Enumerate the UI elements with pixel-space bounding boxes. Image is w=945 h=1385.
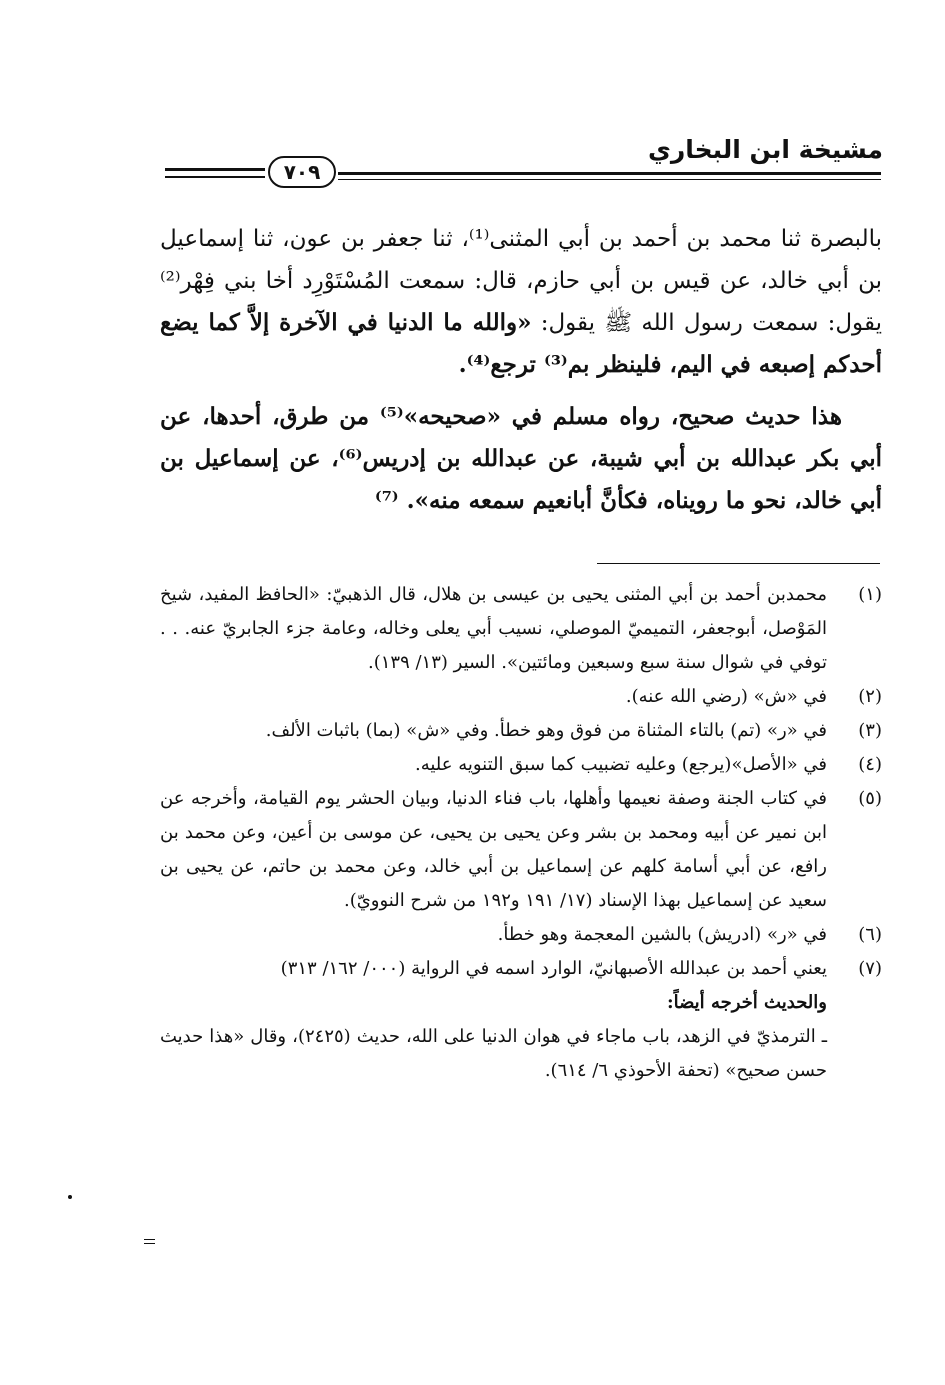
- page-number-badge: [268, 156, 336, 188]
- footnote-text: محمدبن أحمد بن أبي المثنى يحيى بن عيسى بن هلال، قال الذهبيّ: «الحافظ المفيد، شيخ المَوْصل، أبوجعفر، التميميّ الموصلي، نسيب أبي يعلى وخاله، وعامة جزء الجابريّ عنه. . . توفي في شوال سنة سبع وسبعين ومائتين». السير (١٣/ ١٣٩).: [160, 584, 827, 673]
- footnote: [160, 918, 882, 952]
- footnote: [160, 578, 882, 680]
- footnote-text: في «ر» (تم) بالتاء المثناة من فوق وهو خطأ. وفي «ش» (بما) باثبات الألف.: [265, 720, 827, 741]
- header-rule: [165, 168, 265, 171]
- footnote: [160, 714, 882, 748]
- footnote-text: في «ر» (ادريش) بالشين المعجمة وهو خطأ.: [497, 924, 827, 945]
- margin-mark: [144, 1239, 155, 1240]
- header-rule: [338, 179, 881, 180]
- footnote-number: (٤): [858, 754, 882, 775]
- narration-chain: بالبصرة ثنا محمد بن أحمد بن أبي المثنى⁽¹⁾، ثنا جعفر بن عون، ثنا إسماعيل بن أبي خالد، عن قيس بن أبي حازم، قال: سمعت المُسْتَوْرِد أخا بني فِهْر⁽²⁾ يقول: سمعت رسول الله ﷺ يقول:: [160, 226, 882, 336]
- commentary-paragraph: هذا حديث صحيح، رواه مسلم في «صحيحه»⁽⁵⁾ من طرق، أحدها، عن أبي بكر عبدالله بن أبي شيبة، عن عبدالله بن إدريس⁽⁶⁾، عن إسماعيل بن أبي خالد، نحو ما رويناه، فكأنَّ أبانعيم سمعه منه». ⁽⁷⁾: [160, 403, 882, 514]
- page-number: ٧٠٩: [283, 160, 321, 184]
- footnote: [160, 680, 882, 714]
- footnote-number: (٥): [858, 788, 882, 809]
- header-rule: [165, 176, 265, 178]
- hadith-text: «والله ما الدنيا في الآخرة إلاَّ كما يضع أحدكم إصبعه في اليم، فلينظر بم⁽³⁾ ترجع⁽⁴⁾.: [160, 309, 882, 378]
- footnote-text: في «ش» (رضي الله عنه).: [625, 686, 827, 707]
- footnote-number: (٧): [858, 958, 882, 979]
- footnote-text: يعني أحمد بن عبدالله الأصبهانيّ، الوارد اسمه في الرواية (٠٠٠/ ١٦٢/ ٣١٣): [280, 958, 827, 979]
- footnote-separator: [597, 563, 880, 564]
- margin-dot: [68, 1195, 72, 1199]
- footnote-text: في «الأصل»(يرجع) وعليه تضبيب كما سبق التنويه عليه.: [415, 754, 827, 775]
- footnote: [160, 782, 882, 918]
- footnote-continuation: ـ الترمذيّ في الزهد، باب ماجاء في هوان الدنيا على الله، حديث (٢٤٢٥)، وقال «هذا حديث حسن صحيح» (تحفة الأحوذي ٦/ ٦١٤).: [160, 1026, 827, 1081]
- footnote-number: (٢): [858, 686, 882, 707]
- margin-mark: [144, 1243, 155, 1244]
- running-title: مشيخة ابن البخاري: [647, 135, 883, 164]
- footnote-number: (٦): [858, 924, 882, 945]
- footnote: [160, 748, 882, 782]
- footnote: [160, 952, 882, 986]
- footnote-text: في كتاب الجنة وصفة نعيمها وأهلها، باب فناء الدنيا، وبيان الحشر يوم القيامة، وأخرجه عن ابن نمير عن أبيه ومحمد بن بشر وعن يحيى بن يحيى، عن موسى بن أعين، وعن محمد بن رافع، عن أبي أسامة كلهم عن إسماعيل بن أبي خالد، وعن محمد بن حاتم، عن يحيى بن سعيد عن إسماعيل بهذا الإسناد (١٧/ ١٩١ و١٩٢ من شرح النوويّ).: [160, 788, 827, 911]
- footnote-subheading: والحديث أخرجه أيضاً:: [666, 992, 827, 1013]
- main-text: [160, 218, 882, 522]
- footnote-number: (١): [858, 584, 882, 605]
- footnotes: [160, 578, 882, 1088]
- main-paragraph: [160, 218, 882, 386]
- footnote-number: (٣): [858, 720, 882, 741]
- header-rule: [338, 172, 881, 175]
